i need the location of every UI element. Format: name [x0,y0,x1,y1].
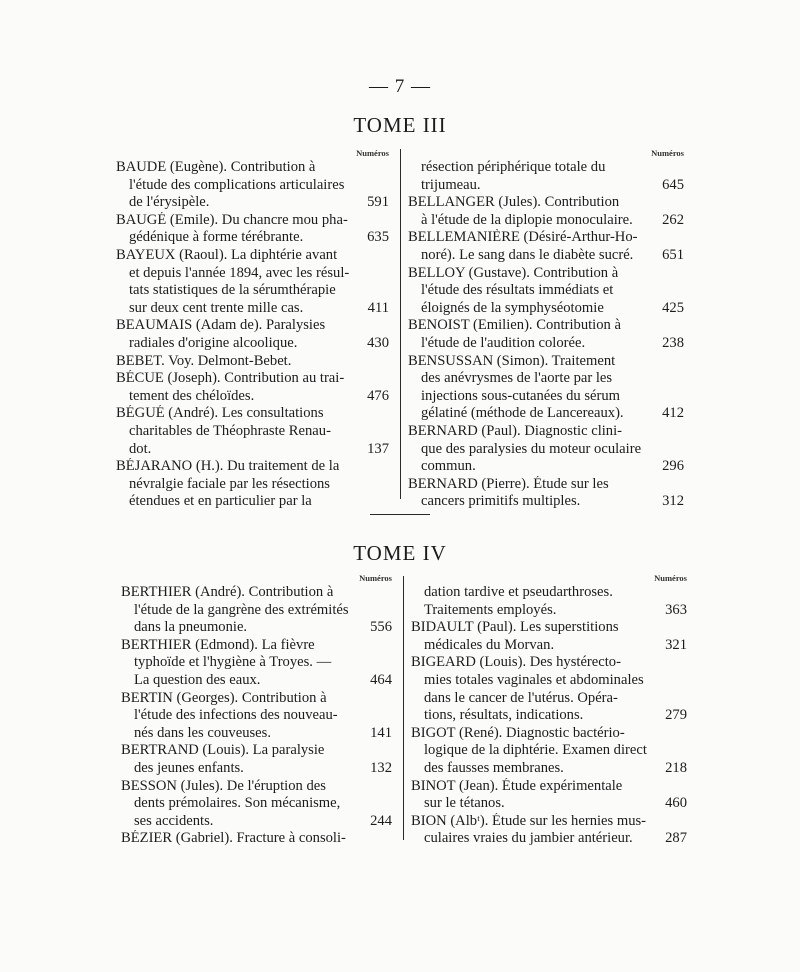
entry-line [411,584,687,602]
entry-text: gédénique à forme térébrante. [129,229,304,246]
tome-4-column-divider [403,576,404,840]
entry-text: tions, résultats, indications. [424,707,584,724]
entry-text: BEAUMAIS (Adam de). Paralysies [116,317,326,334]
entry-line [121,778,392,796]
entry-line [411,602,687,620]
entry-text: névralgie faciale par les résections [129,475,330,492]
entry-text: BION (Albᵗ). Étude sur les hernies mus- [411,812,647,829]
entry-line [116,458,389,476]
entry-text: tement des chéloïdes. [129,387,255,404]
entry-line [116,159,389,177]
entry-text: BERTHIER (Edmond). La fièvre [121,636,315,653]
page-number: — 7 — [369,76,431,97]
entry-line [121,654,392,672]
entry-text: injections sous-cutanées du sérum [421,387,620,404]
entry-line [116,229,389,247]
entry-text: BERNARD (Pierre). Étude sur les [408,475,609,492]
entry-number: 645 [662,176,684,193]
index-entry [121,637,392,690]
entry-text: noré). Le sang dans le diabète sucré. [421,246,634,263]
index-entry [408,229,684,264]
entry-text: à l'étude de la diplopie monoculaire. [421,211,633,228]
entry-number: 312 [662,493,684,510]
entry-line [116,370,389,388]
entry-text: BAUDE (Eugène). Contribution à [116,159,316,175]
entry-line [411,672,687,690]
entry-text: tats statistiques de la sérumthérapie [129,282,336,299]
entry-text: BELLOY (Gustave). Contribution à [408,264,619,281]
entry-line [411,690,687,708]
tome-4-right-column [411,572,687,848]
index-entry [408,159,684,194]
entry-number: 411 [367,299,389,316]
entry-text: BIGOT (René). Diagnostic bactério- [411,724,625,741]
entry-text: BERTIN (Georges). Contribution à [121,689,327,706]
tome-3-column-divider [400,149,401,499]
entry-line [116,282,389,300]
entry-text: BENSUSSAN (Simon). Traitement [408,352,616,369]
index-entry [408,194,684,229]
entry-number: 287 [665,830,687,847]
entry-number: 262 [662,211,684,228]
entry-text: trijumeau. [421,176,481,193]
entry-text: BIDAULT (Paul). Les superstitions [411,619,619,636]
entry-number: 321 [665,636,687,653]
entry-number: 296 [662,458,684,475]
entry-line [411,654,687,672]
numeros-header: Numéros [359,573,392,583]
entry-text: l'étude des résultats immédiats et [421,282,614,299]
entry-text: BEBET. Voy. Delmont-Bebet. [116,352,292,369]
entry-text: BÉCUE (Joseph). Contribution au trai- [116,370,345,387]
entry-text: radiales d'origine alcoolique. [129,334,298,351]
tome-4-left-column [121,572,392,848]
entry-number: 591 [367,194,389,211]
entry-line [116,388,389,406]
numeros-header: Numéros [654,573,687,583]
entry-number: 651 [662,246,684,263]
entry-number: 279 [665,707,687,724]
entry-line [116,335,389,353]
index-entry [116,159,389,212]
entry-line [408,282,684,300]
entry-text: résection périphérique totale du [421,159,606,175]
entry-text: BERTHIER (André). Contribution à [121,584,334,600]
entry-text: des jeunes enfants. [134,759,244,776]
entry-text: mies totales vaginales et abdominales [424,671,644,688]
index-entry [116,370,389,405]
entry-line [408,476,684,494]
entry-line [411,637,687,655]
entry-line [408,441,684,459]
entry-line [121,707,392,725]
entry-line [121,690,392,708]
entry-number: 363 [665,601,687,618]
entry-line [116,476,389,494]
entry-line [408,423,684,441]
index-entry [121,830,392,848]
entry-text: BAYEUX (Raoul). La diphtérie avant [116,246,338,263]
entry-text: l'étude de la gangrène des extrémités [134,601,349,618]
entry-text: typhoïde et l'hygiène à Troyes. — [134,654,332,671]
index-entry [116,247,389,317]
entry-number: 132 [370,759,392,776]
entry-text: des fausses membranes. [424,759,564,776]
entry-text: La question des eaux. [134,671,261,688]
entry-number: 425 [662,299,684,316]
entry-line [408,335,684,353]
tome-3-left-column [116,147,389,511]
entry-text: logique de la diphtérie. Examen direct [424,742,647,759]
entry-text: dans la pneumonie. [134,619,248,636]
entry-line [116,177,389,195]
index-entry [121,690,392,743]
entry-text: l'étude des complications articulaires [129,176,345,193]
entry-text: BENOIST (Emilien). Contribution à [408,317,621,334]
entry-line [408,493,684,511]
entry-number: 464 [370,671,392,688]
entry-text: que des paralysies du moteur oculaire [421,440,642,457]
entry-text: culaires vraies du jambier antérieur. [424,830,633,847]
entry-text: gélatiné (méthode de Lancereaux). [421,405,624,422]
entry-line [408,317,684,335]
entry-line [411,619,687,637]
entry-line [411,778,687,796]
entry-line [411,795,687,813]
entry-number: 556 [370,619,392,636]
entry-number: 635 [367,229,389,246]
entry-line [408,370,684,388]
section-rule [370,514,430,515]
entry-text: commun. [421,458,476,475]
index-entry [116,212,389,247]
entry-text: cancers primitifs multiples. [421,493,581,510]
entry-number: 430 [367,334,389,351]
entry-line [408,159,684,177]
entry-line [121,619,392,637]
index-entry [411,813,687,848]
index-entry [116,405,389,458]
entry-text: dans le cancer de l'utérus. Opéra- [424,689,618,706]
entry-line [116,441,389,459]
entry-line [121,813,392,831]
entry-text: dation tardive et pseudarthroses. [424,584,613,600]
entry-line [116,300,389,318]
entry-number: 238 [662,334,684,351]
entry-line [116,265,389,283]
entry-line [408,194,684,212]
entry-text: ses accidents. [134,812,214,829]
index-entry [411,619,687,654]
entry-line [408,247,684,265]
index-entry [408,476,684,511]
entry-number: 244 [370,812,392,829]
entry-text: médicales du Morvan. [424,636,555,653]
entry-line [121,637,392,655]
entry-number: 460 [665,795,687,812]
entry-text: des anévrysmes de l'aorte par les [421,370,613,387]
entry-number: 137 [367,440,389,457]
entry-text: l'étude de l'audition colorée. [421,334,586,351]
entry-line [408,177,684,195]
entry-line [408,300,684,318]
entry-line [408,212,684,230]
index-entry [121,778,392,831]
entry-text: BELLEMANIÈRE (Désiré-Arthur-Ho- [408,229,638,246]
entry-text: BESSON (Jules). De l'éruption des [121,777,326,794]
entry-line [121,742,392,760]
entry-line [116,212,389,230]
entry-line [116,423,389,441]
entry-text: BINOT (Jean). Étude expérimentale [411,777,623,794]
entry-line [116,317,389,335]
index-entry [116,317,389,352]
entry-line [116,493,389,511]
index-entry [121,584,392,637]
entry-text: étendues et en particulier par la [129,493,312,510]
entry-text: dents prémolaires. Son mécanisme, [134,795,341,812]
entry-text: de l'érysipèle. [129,194,210,211]
tome-3-right-column [408,147,684,511]
entry-text: BELLANGER (Jules). Contribution [408,194,620,211]
index-entry [411,778,687,813]
entry-text: BÉGUÉ (André). Les consultations [116,405,324,422]
entry-line [411,707,687,725]
entry-text: BIGEARD (Louis). Des hystérecto- [411,654,621,671]
entry-line [116,194,389,212]
entry-line [121,602,392,620]
entry-number: 412 [662,405,684,422]
entry-line [408,265,684,283]
entry-text: l'étude des infections des nouveau- [134,707,338,724]
entry-line [116,247,389,265]
entry-number: 141 [370,724,392,741]
entry-line [121,725,392,743]
entry-text: BAUGÉ (Emile). Du chancre mou pha- [116,211,348,228]
entry-line [116,405,389,423]
index-entry [408,317,684,352]
entry-number: 218 [665,759,687,776]
index-entry [411,725,687,778]
entry-text: nés dans les couveuses. [134,724,271,741]
entry-line [121,584,392,602]
index-entry [116,353,389,371]
index-entry [116,458,389,511]
entry-line [408,458,684,476]
tome-3-title: TOME III [353,113,447,137]
entry-line [408,229,684,247]
entry-text: BERNARD (Paul). Diagnostic clini- [408,422,623,439]
entry-line [411,742,687,760]
index-entry [408,353,684,423]
entry-line [121,760,392,778]
entry-line [408,388,684,406]
entry-line [116,353,389,371]
entry-text: éloignés de la symphyséotomie [421,299,604,316]
numeros-header: Numéros [651,148,684,158]
entry-text: charitables de Théophraste Renau- [129,422,331,439]
entry-text: et depuis l'année 1894, avec les résul- [129,264,350,281]
entry-number: 476 [367,387,389,404]
index-entry [411,584,687,619]
index-entry [121,742,392,777]
entry-text: sur deux cent trente mille cas. [129,299,304,316]
entry-text: BERTRAND (Louis). La paralysie [121,742,325,759]
numeros-header: Numéros [356,148,389,158]
entry-line [121,830,392,848]
index-entry [408,423,684,476]
entry-line [411,760,687,778]
tome-4-title: TOME IV [353,541,447,565]
entry-line [408,353,684,371]
entry-line [411,830,687,848]
entry-text: BÉJARANO (H.). Du traitement de la [116,458,340,475]
entry-text: Traitements employés. [424,601,557,618]
entry-text: sur le tétanos. [424,795,505,812]
entry-text: BÉZIER (Gabriel). Fracture à consoli- [121,830,346,847]
entry-line [408,405,684,423]
entry-line [121,795,392,813]
index-entry [408,265,684,318]
entry-line [121,672,392,690]
entry-text: dot. [129,440,152,457]
entry-line [411,725,687,743]
entry-line [411,813,687,831]
index-entry [411,654,687,724]
